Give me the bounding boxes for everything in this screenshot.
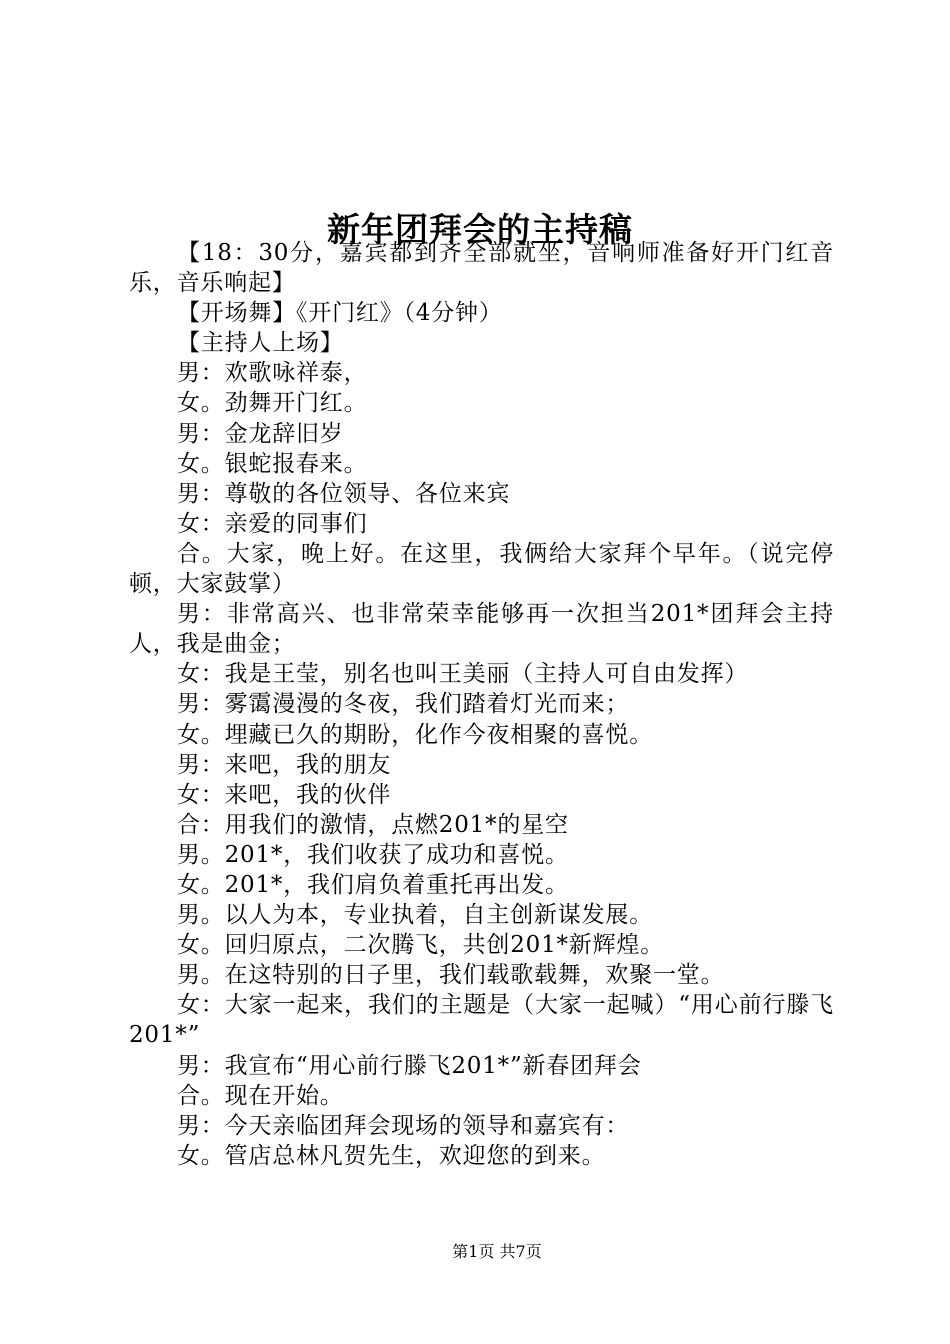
paragraph: 女：来吧，我的伙伴 — [177, 781, 392, 808]
paragraph: 女。银蛇报春来。 — [177, 450, 368, 477]
paragraph: 男。201*，我们收获了成功和喜悦。 — [177, 841, 569, 868]
document-body — [129, 238, 834, 1171]
paragraph: 合。大家，晚上好。在这里，我俩给大家拜个早年。（说完停顿，大家鼓掌） — [129, 540, 834, 598]
paragraph: 男：雾霭漫漫的冬夜，我们踏着灯光而来； — [177, 691, 630, 718]
paragraph: 女。回归原点，二次腾飞，共创201*新辉煌。 — [177, 932, 664, 959]
paragraph: 合：用我们的激情，点燃201*的星空 — [177, 811, 569, 838]
paragraph: 女：我是王莹，别名也叫王美丽（主持人可自由发挥） — [177, 661, 749, 688]
paragraph: 女。劲舞开门红。 — [177, 390, 368, 417]
paragraph: 女：大家一起来，我们的主题是（大家一起喊）“用心前行滕飞201*” — [129, 992, 834, 1049]
paragraph: 女。管店总林凡贺先生，欢迎您的到来。 — [177, 1142, 606, 1169]
paragraph: 男。以人为本，专业执着，自主创新谋发展。 — [177, 902, 653, 929]
paragraph: 男。在这特别的日子里，我们载歌载舞，欢聚一堂。 — [177, 962, 725, 989]
paragraph: 女：亲爱的同事们 — [177, 510, 368, 537]
paragraph: 合。现在开始。 — [177, 1082, 344, 1109]
paragraph: 【开场舞】《开门红》（4分钟） — [177, 300, 503, 327]
paragraph: 男：今天亲临团拜会现场的领导和嘉宾有： — [177, 1112, 630, 1139]
paragraph: 男：金龙辞旧岁 — [177, 420, 344, 447]
paragraph: 男：欢歌咏祥泰， — [177, 360, 368, 387]
paragraph: 男：非常高兴、也非常荣幸能够再一次担当201*团拜会主持人，我是曲金； — [129, 601, 834, 658]
paragraph: 【主持人上场】 — [177, 330, 344, 357]
paragraph: 男：尊敬的各位领导、各位来宾 — [177, 480, 511, 507]
paragraph: 男：来吧，我的朋友 — [177, 751, 392, 778]
paragraph: 女。201*，我们肩负着重托再出发。 — [177, 871, 569, 898]
paragraph: 【18：30分，嘉宾都到齐全部就坐，音响师准备好开门红音乐，音乐响起】 — [129, 240, 834, 297]
paragraph: 男：我宣布“用心前行滕飞201*”新春团拜会 — [177, 1052, 642, 1079]
page-footer: 第1页 共7页 — [452, 1242, 542, 1261]
paragraph: 女。埋藏已久的期盼，化作今夜相聚的喜悦。 — [177, 721, 653, 748]
document-title: 新年团拜会的主持稿 — [327, 210, 633, 250]
